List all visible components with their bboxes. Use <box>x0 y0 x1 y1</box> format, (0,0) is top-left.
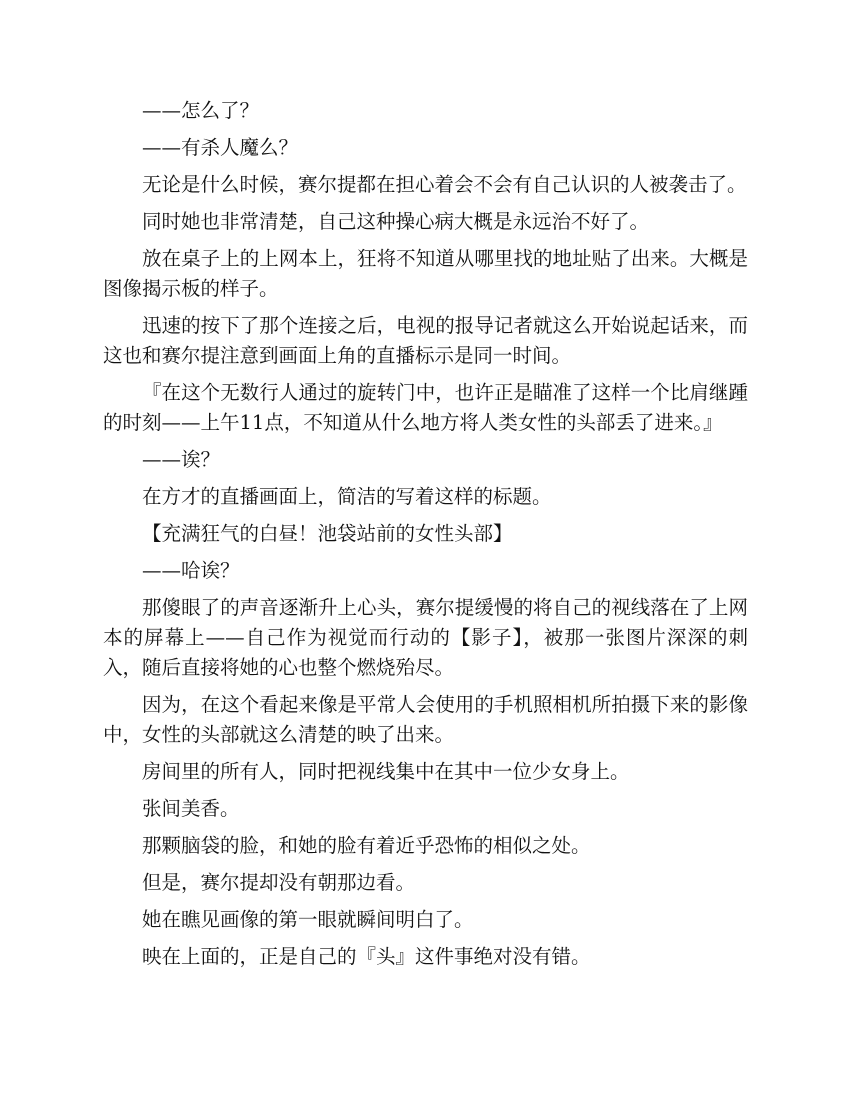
paragraph: 在方才的直播画面上，简洁的写着这样的标题。 <box>142 485 552 508</box>
paragraph: 无论是什么时候，赛尔提都在担心着会不会有自己认识的人被袭击了。 <box>142 173 747 196</box>
paragraph: ——诶？ <box>142 448 221 471</box>
paragraph: 那颗脑袋的脸，和她的脸有着近乎恐怖的相似之处。 <box>142 834 591 857</box>
document-page <box>103 96 748 979</box>
paragraph: ——有杀人魔么？ <box>142 136 299 159</box>
paragraph: ——怎么了？ <box>142 99 260 122</box>
paragraph: 放在桌子上的上网本上，狂将不知道从哪里找的地址贴了出来。大概是图像揭示板的样子。 <box>103 247 748 300</box>
paragraph: 那傻眼了的声音逐渐升上心头，赛尔提缓慢的将自己的视线落在了上网本的屏幕上——自己作为视觉而行动的【影子】，被那一张图片深深的刺入，随后直接将她的心也整个燃烧殆尽。 <box>103 596 748 679</box>
paragraph: 房间里的所有人，同时把视线集中在其中一位少女身上。 <box>142 760 630 783</box>
paragraph: ——哈诶？ <box>142 559 240 582</box>
quoted-paragraph: 『在这个无数行人通过的旋转门中，也许正是瞄准了这样一个比肩继踵的时刻——上午11点，不知道从什么地方将人类女性的头部丢了进来。』 <box>103 381 748 434</box>
paragraph: 因为，在这个看起来像是平常人会使用的手机照相机所拍摄下来的影像中，女性的头部就这么清楚的映了出来。 <box>103 693 748 746</box>
paragraph: 但是，赛尔提却没有朝那边看。 <box>142 871 416 894</box>
paragraph: 映在上面的，正是自己的『头』这件事绝对没有错。 <box>142 945 591 968</box>
headline-paragraph: 【充满狂气的白昼！池袋站前的女性头部】 <box>142 522 513 545</box>
paragraph: 迅速的按下了那个连接之后，电视的报导记者就这么开始说起话来，而这也和赛尔提注意到画面上角的直播标示是同一时间。 <box>103 314 748 367</box>
paragraph: 她在瞧见画像的第一眼就瞬间明白了。 <box>142 908 474 931</box>
paragraph: 张间美香。 <box>142 797 240 820</box>
paragraph: 同时她也非常清楚，自己这种操心病大概是永远治不好了。 <box>142 210 650 233</box>
